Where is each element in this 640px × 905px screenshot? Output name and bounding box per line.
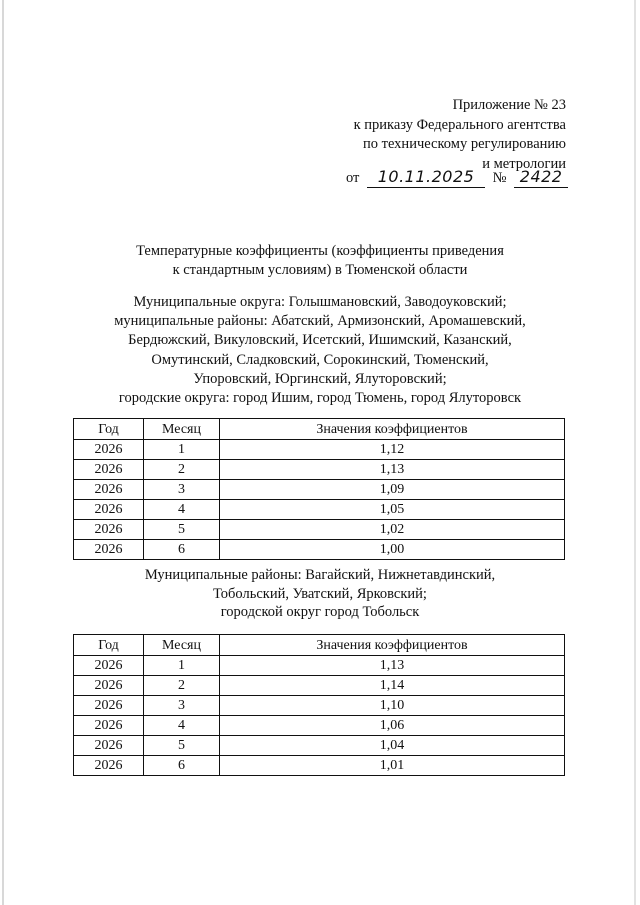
table-cell: 2026 xyxy=(74,716,144,736)
table-cell: 4 xyxy=(144,500,220,520)
table-cell: 1,05 xyxy=(220,500,565,520)
table-cell: 2026 xyxy=(74,540,144,560)
table-cell: 3 xyxy=(144,696,220,716)
title-line: к стандартным условиям) в Тюменской области xyxy=(172,262,468,278)
table-row xyxy=(74,540,565,560)
appendix-line: и метрологии xyxy=(482,155,566,172)
table-cell: 1,04 xyxy=(220,736,565,756)
municipality-line: Бердюжский, Викуловский, Исетский, Ишимский, Казанский, xyxy=(128,332,512,349)
table-cell: 2026 xyxy=(74,696,144,716)
table-cell: 1,01 xyxy=(220,756,565,776)
table-header-row xyxy=(74,635,565,656)
table-cell: 5 xyxy=(144,520,220,540)
appendix-header xyxy=(354,96,566,174)
title-line: Температурные коэффициенты (коэффициенты приведения xyxy=(136,243,504,259)
section2-coefficients-table xyxy=(73,634,565,776)
order-date-handwritten: 10.11.2025 xyxy=(377,167,475,186)
scan-edge-left xyxy=(2,0,4,905)
column-header: Значения коэффициентов xyxy=(220,419,565,440)
column-header: Год xyxy=(74,635,144,656)
section1-coefficients-table xyxy=(73,418,565,560)
column-header: Год xyxy=(74,419,144,440)
table-cell: 2026 xyxy=(74,440,144,460)
table-row xyxy=(74,480,565,500)
table-cell: 2026 xyxy=(74,676,144,696)
table-cell: 2026 xyxy=(74,656,144,676)
table-cell: 1,00 xyxy=(220,540,565,560)
table-header-row xyxy=(74,419,565,440)
table-cell: 1,12 xyxy=(220,440,565,460)
municipality-line: городской округ город Тобольск xyxy=(220,604,420,620)
section2-municipalities xyxy=(0,566,640,622)
table-cell: 1,13 xyxy=(220,460,565,480)
table-cell: 3 xyxy=(144,480,220,500)
table-cell: 1 xyxy=(144,656,220,676)
table-cell: 1,02 xyxy=(220,520,565,540)
table-row xyxy=(74,500,565,520)
table-cell: 6 xyxy=(144,756,220,776)
table-cell: 2026 xyxy=(74,460,144,480)
table-row xyxy=(74,656,565,676)
table-row xyxy=(74,696,565,716)
table-cell: 5 xyxy=(144,736,220,756)
appendix-line: по техническому регулированию xyxy=(362,136,566,152)
document-title xyxy=(0,242,640,280)
column-header: Месяц xyxy=(144,419,220,440)
municipality-line: Упоровский, Юргинский, Ялуторовский; xyxy=(193,370,447,387)
order-date-prefix: от xyxy=(346,170,360,186)
table-cell: 1,10 xyxy=(220,696,565,716)
table-cell: 1,13 xyxy=(220,656,565,676)
column-header: Месяц xyxy=(144,635,220,656)
table-row xyxy=(74,676,565,696)
table-cell: 6 xyxy=(144,540,220,560)
table-row xyxy=(74,736,565,756)
order-number-prefix: № xyxy=(492,170,507,186)
order-number-field xyxy=(514,167,568,188)
column-header: Значения коэффициентов xyxy=(220,635,565,656)
section1-municipalities xyxy=(0,293,640,408)
table-cell: 4 xyxy=(144,716,220,736)
table-row xyxy=(74,520,565,540)
table-cell: 2 xyxy=(144,676,220,696)
table-row xyxy=(74,716,565,736)
table-cell: 1 xyxy=(144,440,220,460)
municipality-line: городские округа: город Ишим, город Тюмень, город Ялуторовск xyxy=(118,390,522,407)
table-row xyxy=(74,460,565,480)
municipality-line: муниципальные районы: Абатский, Армизонский, Аромашевский, xyxy=(114,313,526,330)
table-row xyxy=(74,440,565,460)
table-cell: 2026 xyxy=(74,500,144,520)
order-reference xyxy=(346,167,568,188)
municipality-line: Муниципальные районы: Вагайский, Нижнетавдинский, xyxy=(144,567,496,583)
table-cell: 2026 xyxy=(74,756,144,776)
municipality-line: Омутинский, Сладковский, Сорокинский, Тюменский, xyxy=(151,351,489,368)
table-cell: 2 xyxy=(144,460,220,480)
table-cell: 1,09 xyxy=(220,480,565,500)
scan-edge-right xyxy=(634,0,636,905)
table-cell: 1,14 xyxy=(220,676,565,696)
table-cell: 2026 xyxy=(74,480,144,500)
municipality-line: Муниципальные округа: Голышмановский, Заводоуковский; xyxy=(133,294,507,310)
appendix-line: Приложение № 23 xyxy=(452,97,566,113)
order-date-field xyxy=(367,167,485,188)
table-row xyxy=(74,756,565,776)
appendix-line: к приказу Федерального агентства xyxy=(353,116,566,133)
order-number-handwritten: 2422 xyxy=(519,167,563,186)
table-cell: 1,06 xyxy=(220,716,565,736)
table-cell: 2026 xyxy=(74,736,144,756)
municipality-line: Тобольский, Уватский, Ярковский; xyxy=(213,585,427,602)
table-cell: 2026 xyxy=(74,520,144,540)
